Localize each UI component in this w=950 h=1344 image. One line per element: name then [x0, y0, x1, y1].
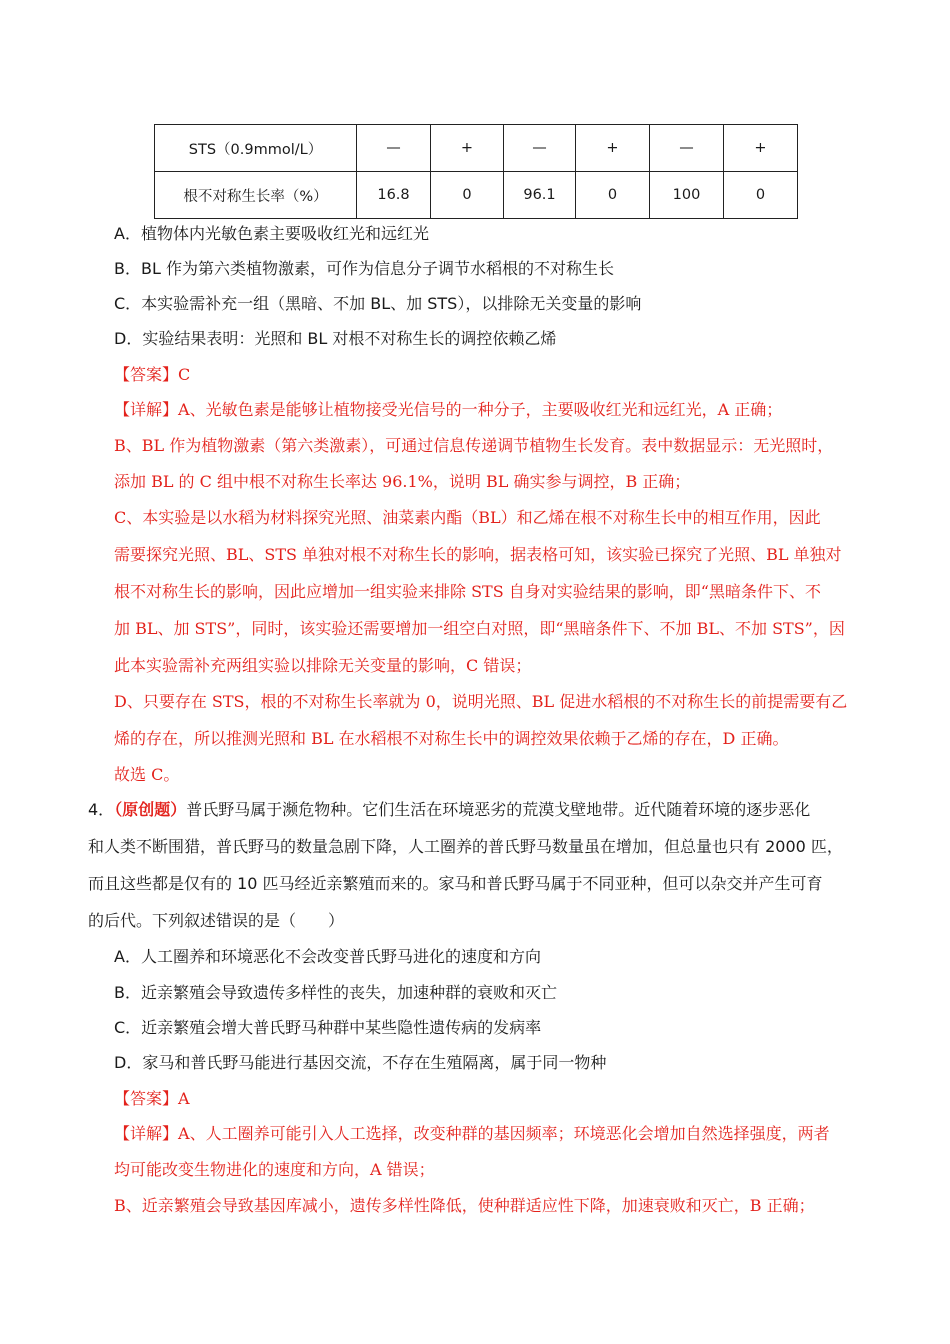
question-tag: （原创题） — [114, 800, 187, 819]
q3-detail-line — [114, 399, 782, 421]
q4-stem-line — [88, 799, 810, 821]
answer-tag: 【答案】 — [114, 1089, 179, 1108]
q3-detail-line: B、BL 作为植物激素（第六类激素），可通过信息传递调节植物生长发育。表中数据显示：无光照时， — [114, 436, 834, 455]
table-row-label: 根不对称生长率（%） — [155, 172, 357, 219]
table-cell: 0 — [724, 172, 798, 219]
table-row-label: STS（0.9mmol/L） — [155, 125, 357, 172]
q4-detail-line: 均可能改变生物进化的速度和方向，A 错误； — [114, 1160, 435, 1179]
table-cell: 0 — [431, 172, 504, 219]
q4-detail-line: B、近亲繁殖会导致基因库减小，遗传多样性降低，使种群适应性下降，加速衰败和灭亡，B 正确； — [114, 1196, 815, 1215]
q4-stem-line: 和人类不断围猎，普氏野马的数量急剧下降，人工圈养的普氏野马数量虽在增加，但总量也只有 2000 匹， — [88, 837, 843, 856]
question-number: 4． — [88, 800, 115, 819]
table-cell: + — [431, 125, 504, 172]
q3-option-b: B．BL 作为第六类植物激素，可作为信息分子调节水稻根的不对称生长 — [114, 259, 614, 278]
q3-detail-line: 烯的存在，所以推测光照和 BL 在水稻根不对称生长中的调控效果依赖于乙烯的存在，D 正确。 — [114, 729, 789, 748]
table-row — [155, 125, 798, 172]
table-cell: 16.8 — [357, 172, 431, 219]
detail-tag: 【详解】 — [114, 400, 179, 419]
q3-detail-line: C、本实验是以水稻为材料探究光照、油菜素内酯（BL）和乙烯在根不对称生长中的相互作用，因此 — [114, 508, 821, 527]
q4-option-b: B．近亲繁殖会导致遗传多样性的丧失，加速种群的衰败和灭亡 — [114, 983, 557, 1002]
q3-detail-line: 此本实验需补充两组实验以排除无关变量的影响，C 错误； — [114, 656, 532, 675]
detail-tag: 【详解】 — [114, 1124, 179, 1143]
q3-detail-line: 添加 BL 的 C 组中根不对称生长率达 96.1%，说明 BL 确实参与调控，B 正确； — [114, 472, 691, 491]
q3-option-c: C．本实验需补充一组（黑暗、不加 BL、加 STS），以排除无关变量的影响 — [114, 294, 642, 313]
q3-detail-line: 加 BL、加 STS”，同时，该实验还需要增加一组空白对照，即“黑暗条件下、不加 BL、不加 STS”，因 — [114, 619, 845, 638]
stem-text: 普氏野马属于濒危物种。它们生活在环境恶劣的荒漠戈壁地带。近代随着环境的逐步恶化 — [186, 800, 811, 819]
q4-option-a: A．人工圈养和环境恶化不会改变普氏野马进化的速度和方向 — [114, 947, 541, 966]
q4-stem-line: 而且这些都是仅有的 10 匹马经近亲繁殖而来的。家马和普氏野马属于不同亚种，但可以杂交并产生可育 — [88, 874, 823, 893]
table-cell: 0 — [576, 172, 650, 219]
detail-text: A、光敏色素是能够让植物接受光信号的一种分子，主要吸收红光和远红光，A 正确； — [178, 400, 783, 419]
answer-tag: 【答案】 — [114, 365, 179, 384]
answer-value: C — [178, 365, 191, 384]
answer-value: A — [178, 1089, 190, 1108]
table-cell: — — [650, 125, 724, 172]
q4-option-d: D．家马和普氏野马能进行基因交流，不存在生殖隔离，属于同一物种 — [114, 1053, 607, 1072]
table-row — [155, 172, 798, 219]
table-cell: 96.1 — [504, 172, 576, 219]
experiment-table — [154, 124, 798, 219]
table-cell: + — [724, 125, 798, 172]
q3-detail-line: D、只要存在 STS，根的不对称生长率就为 0，说明光照、BL 促进水稻根的不对称生长的前提需要有乙 — [114, 692, 848, 711]
table-cell: — — [504, 125, 576, 172]
q3-conclusion: 故选 C。 — [114, 765, 180, 784]
table-cell: — — [357, 125, 431, 172]
q4-stem-line: 的后代。下列叙述错误的是（ ） — [88, 911, 345, 930]
q4-option-c: C．近亲繁殖会增大普氏野马种群中某些隐性遗传病的发病率 — [114, 1018, 542, 1037]
q3-answer — [114, 364, 190, 386]
q3-detail-line: 需要探究光照、BL、STS 单独对根不对称生长的影响，据表格可知，该实验已探究了光照、BL 单独对 — [114, 545, 842, 564]
q3-option-d: D．实验结果表明：光照和 BL 对根不对称生长的调控依赖乙烯 — [114, 329, 557, 348]
q3-detail-line: 根不对称生长的影响，因此应增加一组实验来排除 STS 自身对实验结果的影响，即“黑暗条件下、不 — [114, 582, 821, 601]
q3-option-a: A．植物体内光敏色素主要吸收红光和远红光 — [114, 224, 429, 243]
table-cell: + — [576, 125, 650, 172]
q4-detail-line — [114, 1123, 830, 1145]
detail-text: A、人工圈养可能引入人工选择，改变种群的基因频率；环境恶化会增加自然选择强度，两者 — [178, 1124, 830, 1143]
table-cell: 100 — [650, 172, 724, 219]
q4-answer — [114, 1088, 190, 1110]
